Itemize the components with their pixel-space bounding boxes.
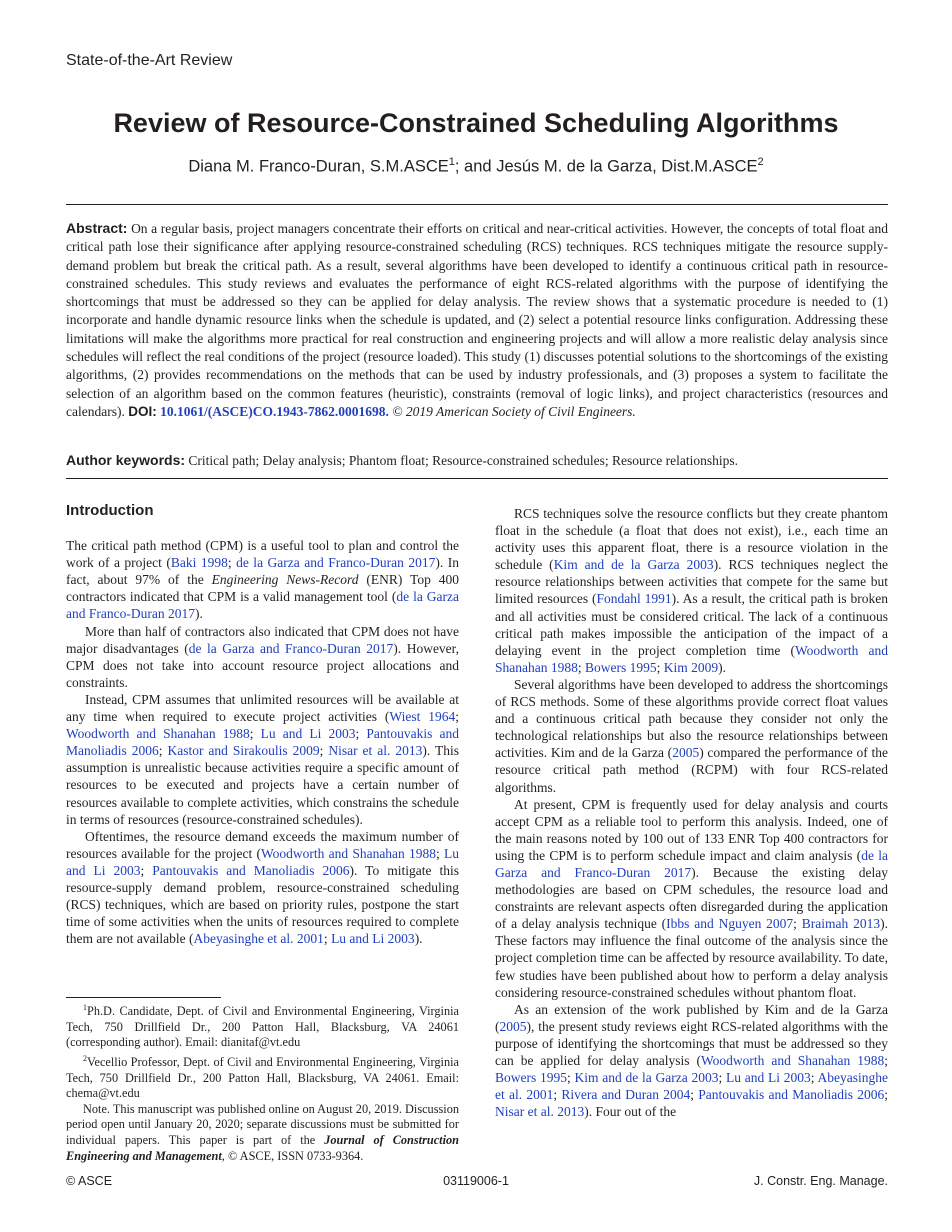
text-run: ; — [884, 1087, 888, 1103]
text-run: ; — [455, 709, 459, 725]
paragraph — [66, 537, 459, 622]
citation-link[interactable]: Fondahl 1991 — [596, 591, 672, 607]
text-run: ). — [414, 931, 423, 947]
citation-link[interactable]: Nisar et al. 2013 — [495, 1104, 585, 1120]
text-run: ). Because the existing delay methodologies are based on CPM schedules, the resource load and constraints are relevant aspects often disregarded during the application of a delay analysis technique ( — [495, 864, 888, 932]
citation-link[interactable]: Lu and Li 2003 — [726, 1070, 811, 1086]
paragraph — [495, 676, 888, 796]
citation-link[interactable]: Nisar et al. 2013 — [328, 743, 423, 759]
text-run: At present, CPM is frequently used for delay analysis and courts accept CPM as a reliable tool to perform this analysis. Indeed, one of the main reasons noted by 100 out of 133 ENR Top 400 contractors for using the CPM is to perform schedule impact and claim analysis ( — [495, 796, 888, 863]
text-run: ; — [793, 916, 802, 932]
citation-link[interactable]: 2005 — [499, 1018, 527, 1034]
text-run: (ENR) Top 400 contractors indicated that CPM is a valid management tool ( — [66, 572, 459, 605]
text-run: ; — [553, 1087, 562, 1103]
footnotes — [66, 1000, 459, 1164]
citation-link[interactable]: Lu and Li 2003 — [260, 726, 356, 742]
citation-link[interactable]: Woodworth and Shanahan 1988 — [495, 642, 888, 675]
text-run: ), the present study reviews eight RCS-related algorithms with the purpose of identifying the shortcomings that must be addressed so they can be applied for delay analysis ( — [495, 1018, 888, 1068]
text-run: ; — [884, 1053, 888, 1068]
abstract-text: On a regular basis, project managers concentrate their efforts on critical and near-critical activities. However, the concepts of total float and critical path lose their significance after applying resource-constrained scheduling (RCS) techniques. RCS techniques mitigate the resource supply-demand problem but break the critical path. As a result, several algorithms have been developed to identify a continuous critical path in resource-constrained schedules. This study reviews and evaluates the performance of eight RCS-related algorithms with the purpose of identifying the shortcomings that must be addressed so they can be applied for delay analysis. The review shows that a systematic procedure is needed to (1) incorporate and handle dynamic resource links when the schedule is updated, and (2) select a potential resource links configuration. Addressing these limitations will make the algorithms more practical for real construction and engineering projects and will allow a more realistic delay analysis since schedules will reflect the real conditions of the project (resource loaded). This study (1) discusses potential solutions to the shortcomings of the existing algorithms, (2) provides recommendations on the methods that can be used by industry professionals, and (3) proposes a system to facilitate the selection of an algorithm based on the common features (heuristic), constraints (removal of logic links), and project characteristics (resources and calendars). — [66, 221, 889, 419]
text-run: ). To mitigate this resource-supply demand problem, resource-constrained scheduling (RCS) techniques, which are based on priority rules, postpone the start time of some activities when the units of resources required to complete them are not available ( — [66, 862, 459, 947]
author-line — [0, 156, 952, 177]
text-run: ). However, CPM does not take into account resource project allocations and constraints. — [66, 640, 460, 690]
text-run: ). — [718, 659, 727, 675]
citation-link[interactable]: Kastor and Sirakoulis 2009 — [167, 743, 320, 759]
text-run: ; — [158, 743, 168, 759]
citation-link[interactable]: de la Garza and Franco-Duran 2017 — [66, 589, 459, 622]
text-run: ; — [718, 1070, 726, 1086]
author-keywords — [66, 452, 888, 469]
text-run: ; — [577, 659, 585, 675]
text-run: The critical path method (CPM) is a useful tool to plan and control the work of a project ( — [66, 538, 459, 571]
text-run: ). These factors may influence the final outcome of the analysis since the project completion time can be affected by resource availability. To date, few studies have been published about how to perform a delay analysis considering resource-constrained schedules without phantom float. — [495, 916, 888, 1000]
text-run: ; — [436, 845, 444, 861]
text-run: ; — [656, 659, 664, 675]
citation-link[interactable]: Woodworth and Shanahan 1988 — [66, 726, 250, 742]
citation-link[interactable]: Pantouvakis and Manoliadis 2006 — [152, 862, 350, 878]
footer-page-id: 03119006-1 — [443, 1174, 509, 1188]
abstract — [66, 219, 888, 421]
text-run: RCS techniques solve the resource conflicts but they create phantom float in the schedule (a float that does not exist), i.e., each time an activity uses this apparent float, there is a resource violation in the schedule ( — [495, 506, 888, 573]
citation-link[interactable]: Lu and Li 2003 — [66, 845, 459, 878]
keywords-label: Author keywords: — [66, 452, 186, 468]
paper-title: Review of Resource-Constrained Scheduling Algorithms — [113, 108, 839, 138]
section-label: State-of-the-Art Review — [66, 52, 233, 69]
text-run: ; — [323, 931, 332, 947]
journal-name: Journal of Construction Engineering and Management — [66, 1132, 459, 1163]
footer-journal: J. Constr. Eng. Manage. — [753, 1174, 888, 1188]
text-run: Several algorithms have been developed to address the shortcomings of RCS methods. Some of these algorithms provide correct float values and a continuous critical path because they consider not only the technological relationships but also the resource relationships between activities. Kim and de la Garza ( — [495, 676, 888, 761]
text-run: Oftentimes, the resource demand exceeds the maximum number of resources available for the project ( — [66, 828, 459, 861]
citation-link[interactable]: Pantouvakis and Manoliadis 2006 — [66, 726, 459, 759]
footnote-2: $^2$Vecellio Professor, Dept. of Civil and Environmental Engineering, Virginia Tech, 750 Drillfield Dr., 200 Patton Hall, Blacksburg, VA 24061. Email: chema@vt.edu — [66, 1053, 459, 1101]
section-heading-introduction: Introduction — [66, 502, 154, 519]
citation-link[interactable]: Kim 2009 — [663, 659, 719, 675]
citation-link[interactable]: Braimah 2013 — [801, 916, 881, 932]
keywords-text: Critical path; Delay analysis; Phantom float; Resource-constrained schedules; Resource relationships. — [188, 453, 738, 468]
text-run: ; — [810, 1070, 818, 1086]
text-run: ). RCS techniques neglect the resource relationships between activities that compete for the same but limited resources ( — [495, 557, 889, 607]
text-run: ; — [567, 1070, 575, 1086]
copyright-notice: © 2019 American Society of Civil Engineers. — [392, 403, 636, 419]
text-run: ; — [355, 726, 367, 742]
text-run: ; — [140, 862, 153, 878]
text-run: ; — [249, 726, 261, 742]
text-run: ). This assumption is unrealistic because activities require a specific amount of resources to be executed and projects have a certain number of resources available to complete activities, which constrains the schedule in terms of resources (resource-constrained schedules). — [66, 743, 459, 827]
divider-keywords — [66, 478, 888, 479]
text-run: ; — [227, 555, 237, 571]
author-1-affiliation-mark: 1 — [448, 156, 455, 168]
citation-link[interactable]: Woodworth and Shanahan 1988 — [260, 845, 437, 861]
author-1: Diana M. Franco-Duran, S.M.ASCE — [188, 157, 449, 176]
text-run: ). Four out of the — [584, 1104, 677, 1120]
citation-link[interactable]: Kim and de la Garza 2003 — [553, 557, 714, 573]
author-2: Jesús M. de la Garza, Dist.M.ASCE — [496, 157, 758, 176]
citation-link[interactable]: Bowers 1995 — [495, 1070, 567, 1086]
paragraph — [495, 796, 888, 1001]
citation-link[interactable]: Lu and Li 2003 — [331, 931, 415, 947]
text-run: ). In fact, about 97% of the — [66, 555, 459, 588]
text-run: ) compared the performance of the resource critical path method (RCPM) with four RCS-related algorithms. — [495, 745, 888, 795]
footnote-2-mark: 2 — [83, 1053, 87, 1063]
footnote-1: $^1$Ph.D. Candidate, Dept. of Civil and Environmental Engineering, Virginia Tech, 750 Drillfield Dr., 200 Patton Hall, Blacksburg, VA 24061 (corresponding author). Email: dianitaf@vt.edu — [66, 1003, 459, 1050]
citation-link[interactable]: Kim and de la Garza 2003 — [574, 1070, 719, 1086]
citation-link[interactable]: 2005 — [672, 745, 700, 761]
text-run: ). As a result, the critical path is broken and all activities must be considered critical. The lack of a continuous critical path makes impossible the anticipation of the impact of a delaying event in the project completion time ( — [495, 591, 888, 658]
citation-link[interactable]: Woodworth and Shanahan 1988 — [700, 1053, 885, 1068]
citation-link[interactable]: Abeyasinghe et al. 2001 — [193, 931, 324, 947]
author-separator: ; and — [454, 157, 497, 176]
citation-link[interactable]: Rivera and Duran 2004 — [561, 1087, 691, 1103]
citation-link[interactable]: de la Garza and Franco-Duran 2017 — [236, 555, 436, 571]
paragraph — [66, 691, 459, 828]
citation-link[interactable]: Bowers 1995 — [585, 659, 657, 675]
footnote-divider — [66, 997, 221, 998]
doi-link[interactable]: 10.1061/(ASCE)CO.1943-7862.0001698. — [160, 403, 389, 419]
right-column — [495, 505, 888, 1120]
citation-link[interactable]: de la Garza and Franco-Duran 2017 — [188, 640, 394, 656]
citation-link[interactable]: Pantouvakis and Manoliadis 2006 — [698, 1087, 885, 1103]
left-column — [66, 502, 459, 947]
citation-link[interactable]: de la Garza and Franco-Duran 2017 — [495, 847, 888, 880]
abstract-label: Abstract: — [66, 220, 128, 236]
paragraph — [66, 828, 459, 948]
text-run: ; — [690, 1087, 699, 1103]
citation-link[interactable]: Baki 1998 — [170, 555, 228, 571]
citation-link[interactable]: Ibbs and Nguyen 2007 — [666, 916, 794, 932]
text-run: Instead, CPM assumes that unlimited resources will be available at any time when required to execute project activities ( — [66, 691, 459, 725]
paragraph — [495, 505, 888, 676]
doi-label: DOI: — [128, 403, 157, 419]
text-run: ; — [319, 743, 329, 759]
italic-text: Engineering News-Record — [211, 572, 359, 588]
footnote-1-mark: 1 — [83, 1003, 87, 1012]
text-run: ). — [194, 606, 203, 622]
citation-link[interactable]: Abeyasinghe et al. 2001 — [495, 1070, 888, 1103]
paragraph — [66, 623, 459, 691]
text-run: As an extension of the work published by Kim and de la Garza ( — [495, 1001, 888, 1034]
author-2-affiliation-mark: 2 — [757, 156, 764, 168]
paragraph — [495, 1001, 888, 1121]
divider-top — [66, 204, 888, 205]
citation-link[interactable]: Wiest 1964 — [389, 709, 456, 725]
footer-copyright: © ASCE — [66, 1174, 113, 1188]
text-run: More than half of contractors also indicated that CPM does not have major disadvantages ( — [66, 623, 459, 656]
publication-note: Note. This manuscript was published online on August 20, 2019. Discussion period open until January 20, 2020; separate discussions must be submitted for individual papers. This paper is part of the Journal of Construction Engineering and Management, © ASCE, ISSN 0733-9364. — [66, 1101, 459, 1163]
